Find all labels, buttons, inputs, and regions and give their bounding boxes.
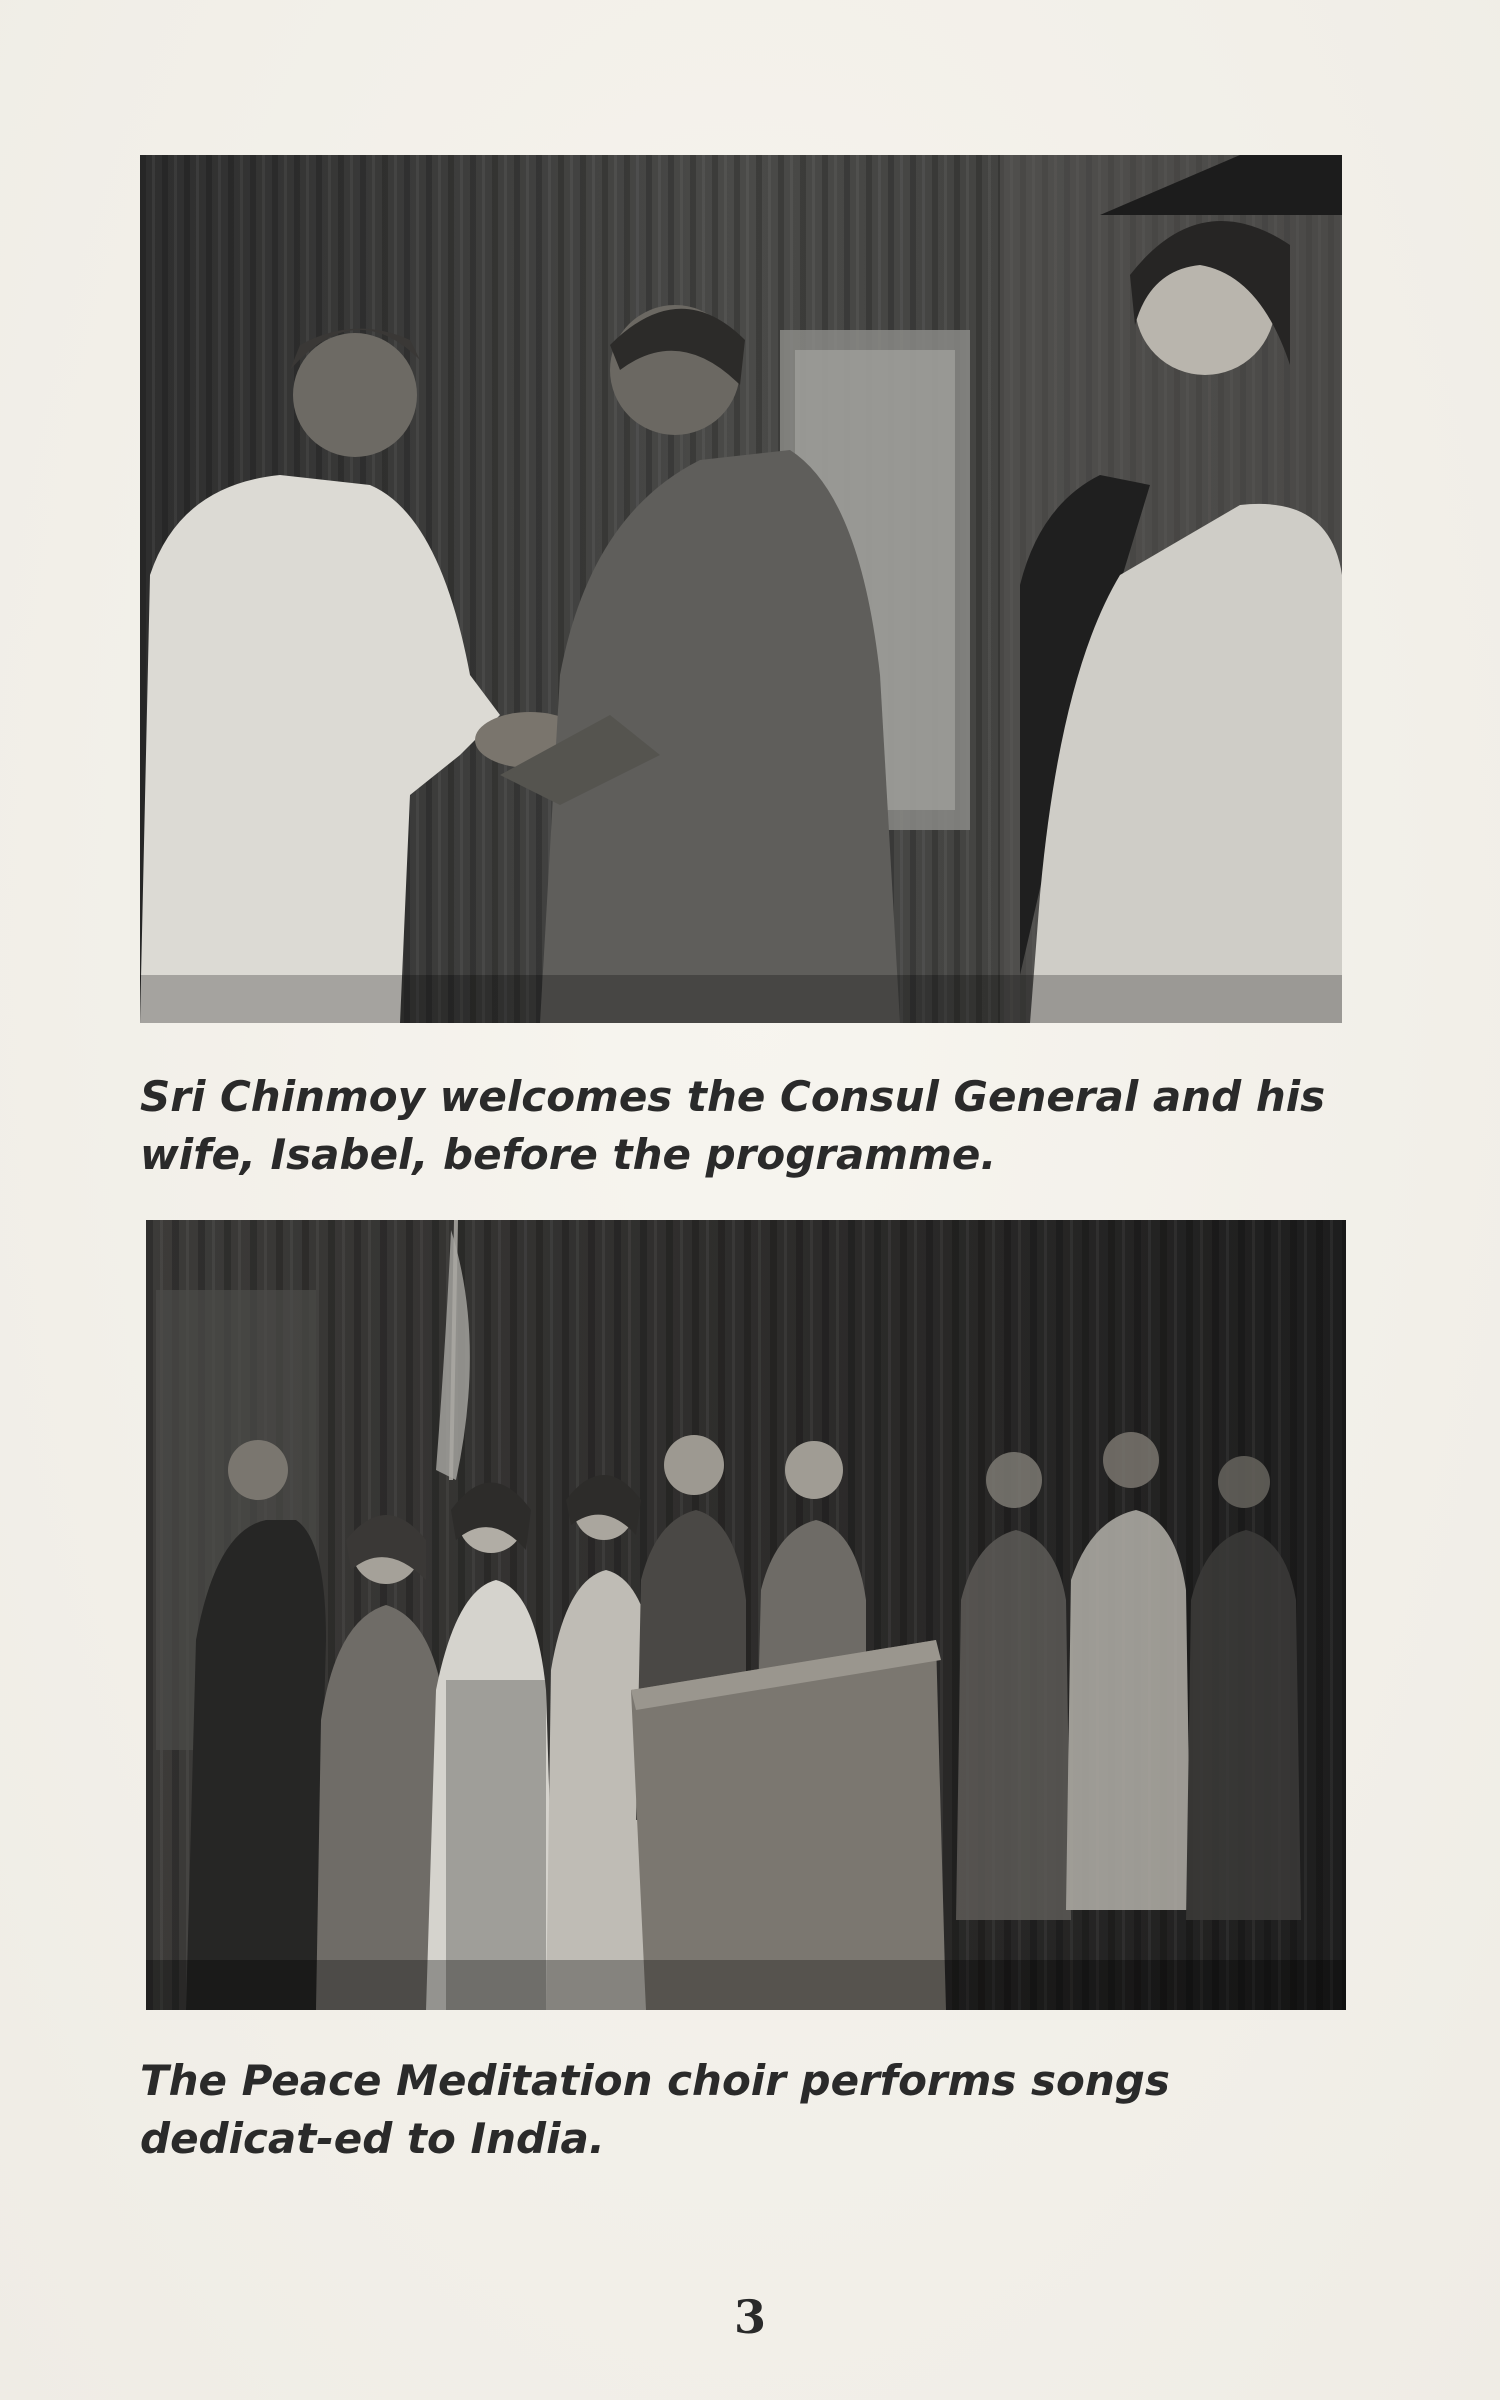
page-number: 3 <box>733 2290 766 2344</box>
photo-choir <box>146 1220 1346 2010</box>
photo-greeting-illustration <box>140 155 1342 1023</box>
photo-choir-illustration <box>146 1220 1346 2010</box>
photo-choir-caption: The Peace Meditation choir performs songs dedicat-ed to India. <box>140 2056 1170 2163</box>
photo-greeting <box>140 155 1342 1023</box>
photo-greeting-caption: Sri Chinmoy welcomes the Consul General and his wife, Isabel, before the programme. <box>140 1072 1326 1179</box>
